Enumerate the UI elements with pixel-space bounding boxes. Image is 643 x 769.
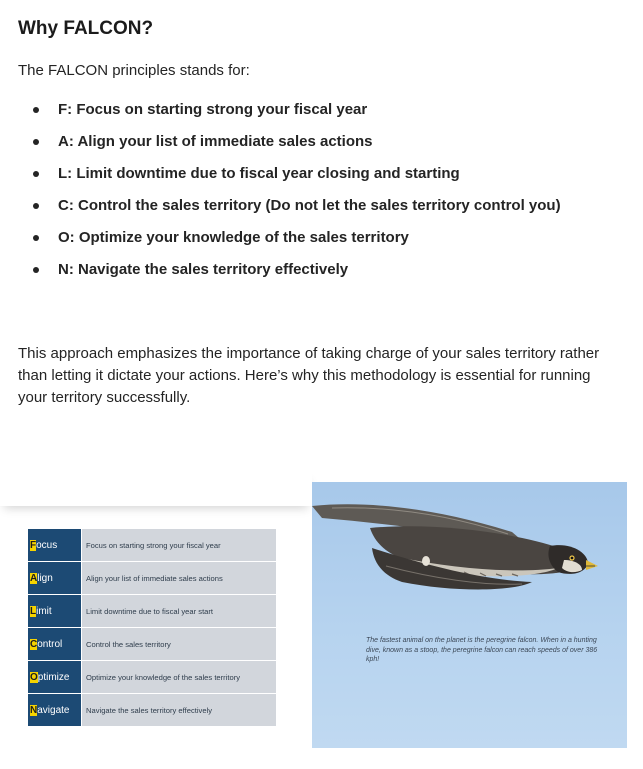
falcon-table (28, 529, 276, 726)
bullet-dot-icon (33, 267, 39, 273)
table-value-cell: Focus on starting strong your fiscal year (81, 529, 276, 561)
table-row (28, 693, 276, 726)
key-word-rest: ptimize (37, 671, 70, 683)
key-letter: L (30, 605, 37, 617)
table-row (28, 627, 276, 660)
peregrine-falcon-icon (312, 482, 627, 748)
bullet-dot-icon (33, 171, 39, 177)
key-word-rest: avigate (37, 704, 70, 716)
key-letter: F (30, 539, 37, 551)
principles-list (18, 100, 618, 292)
list-item (18, 164, 618, 196)
list-item-text: N: Navigate the sales territory effectively (58, 261, 349, 278)
table-row (28, 561, 276, 594)
table-value-cell: Navigate the sales territory effectively (81, 694, 276, 726)
table-row (28, 594, 276, 627)
table-key-cell (28, 562, 81, 594)
key-word-rest: ocus (36, 539, 58, 551)
key-letter: N (30, 704, 38, 716)
list-item (18, 196, 618, 228)
list-item-text: F: Focus on starting strong your fiscal year (58, 101, 368, 118)
list-item (18, 260, 618, 292)
table-key-cell (28, 595, 81, 627)
key-word-rest: lign (37, 572, 53, 584)
body-paragraph: This approach emphasizes the importance of taking charge of your sales territory rather than letting it dictate your actions. Here’s why this methodology is essential for running your territory successfully. (18, 345, 600, 406)
section-divider (0, 470, 312, 506)
table-key-cell (28, 661, 81, 693)
list-item-text: C: Control the sales territory (Do not let the sales territory control you) (58, 197, 561, 214)
key-word-rest: ontrol (37, 638, 63, 650)
list-item (18, 100, 618, 132)
bullet-dot-icon (33, 107, 39, 113)
bullet-dot-icon (33, 203, 39, 209)
list-item-text: O: Optimize your knowledge of the sales territory (58, 229, 409, 246)
list-item-text: L: Limit downtime due to fiscal year closing and starting (58, 165, 460, 182)
table-value-cell: Limit downtime due to fiscal year start (81, 595, 276, 627)
list-item-text: A: Align your list of immediate sales actions (58, 133, 373, 150)
key-letter: C (30, 638, 38, 650)
table-row (28, 529, 276, 561)
table-value-cell: Control the sales territory (81, 628, 276, 660)
list-item (18, 132, 618, 164)
table-value-cell: Align your list of immediate sales actions (81, 562, 276, 594)
photo-caption: The fastest animal on the planet is the peregrine falcon. When in a hunting dive, known as a stoop, the peregrine falcon can reach speeds of over 386 kph! (366, 637, 598, 663)
key-letter: O (30, 671, 38, 683)
falcon-photo (312, 482, 627, 748)
key-word-rest: imit (36, 605, 52, 617)
key-letter: A (30, 572, 38, 584)
intro-text: The FALCON principles stands for: (18, 62, 250, 79)
table-key-cell (28, 628, 81, 660)
table-value-cell: Optimize your knowledge of the sales territory (81, 661, 276, 693)
table-key-cell (28, 529, 81, 561)
table-key-cell (28, 694, 81, 726)
table-row (28, 660, 276, 693)
bullet-dot-icon (33, 235, 39, 241)
page-title: Why FALCON? (18, 18, 154, 39)
list-item (18, 228, 618, 260)
bullet-dot-icon (33, 139, 39, 145)
